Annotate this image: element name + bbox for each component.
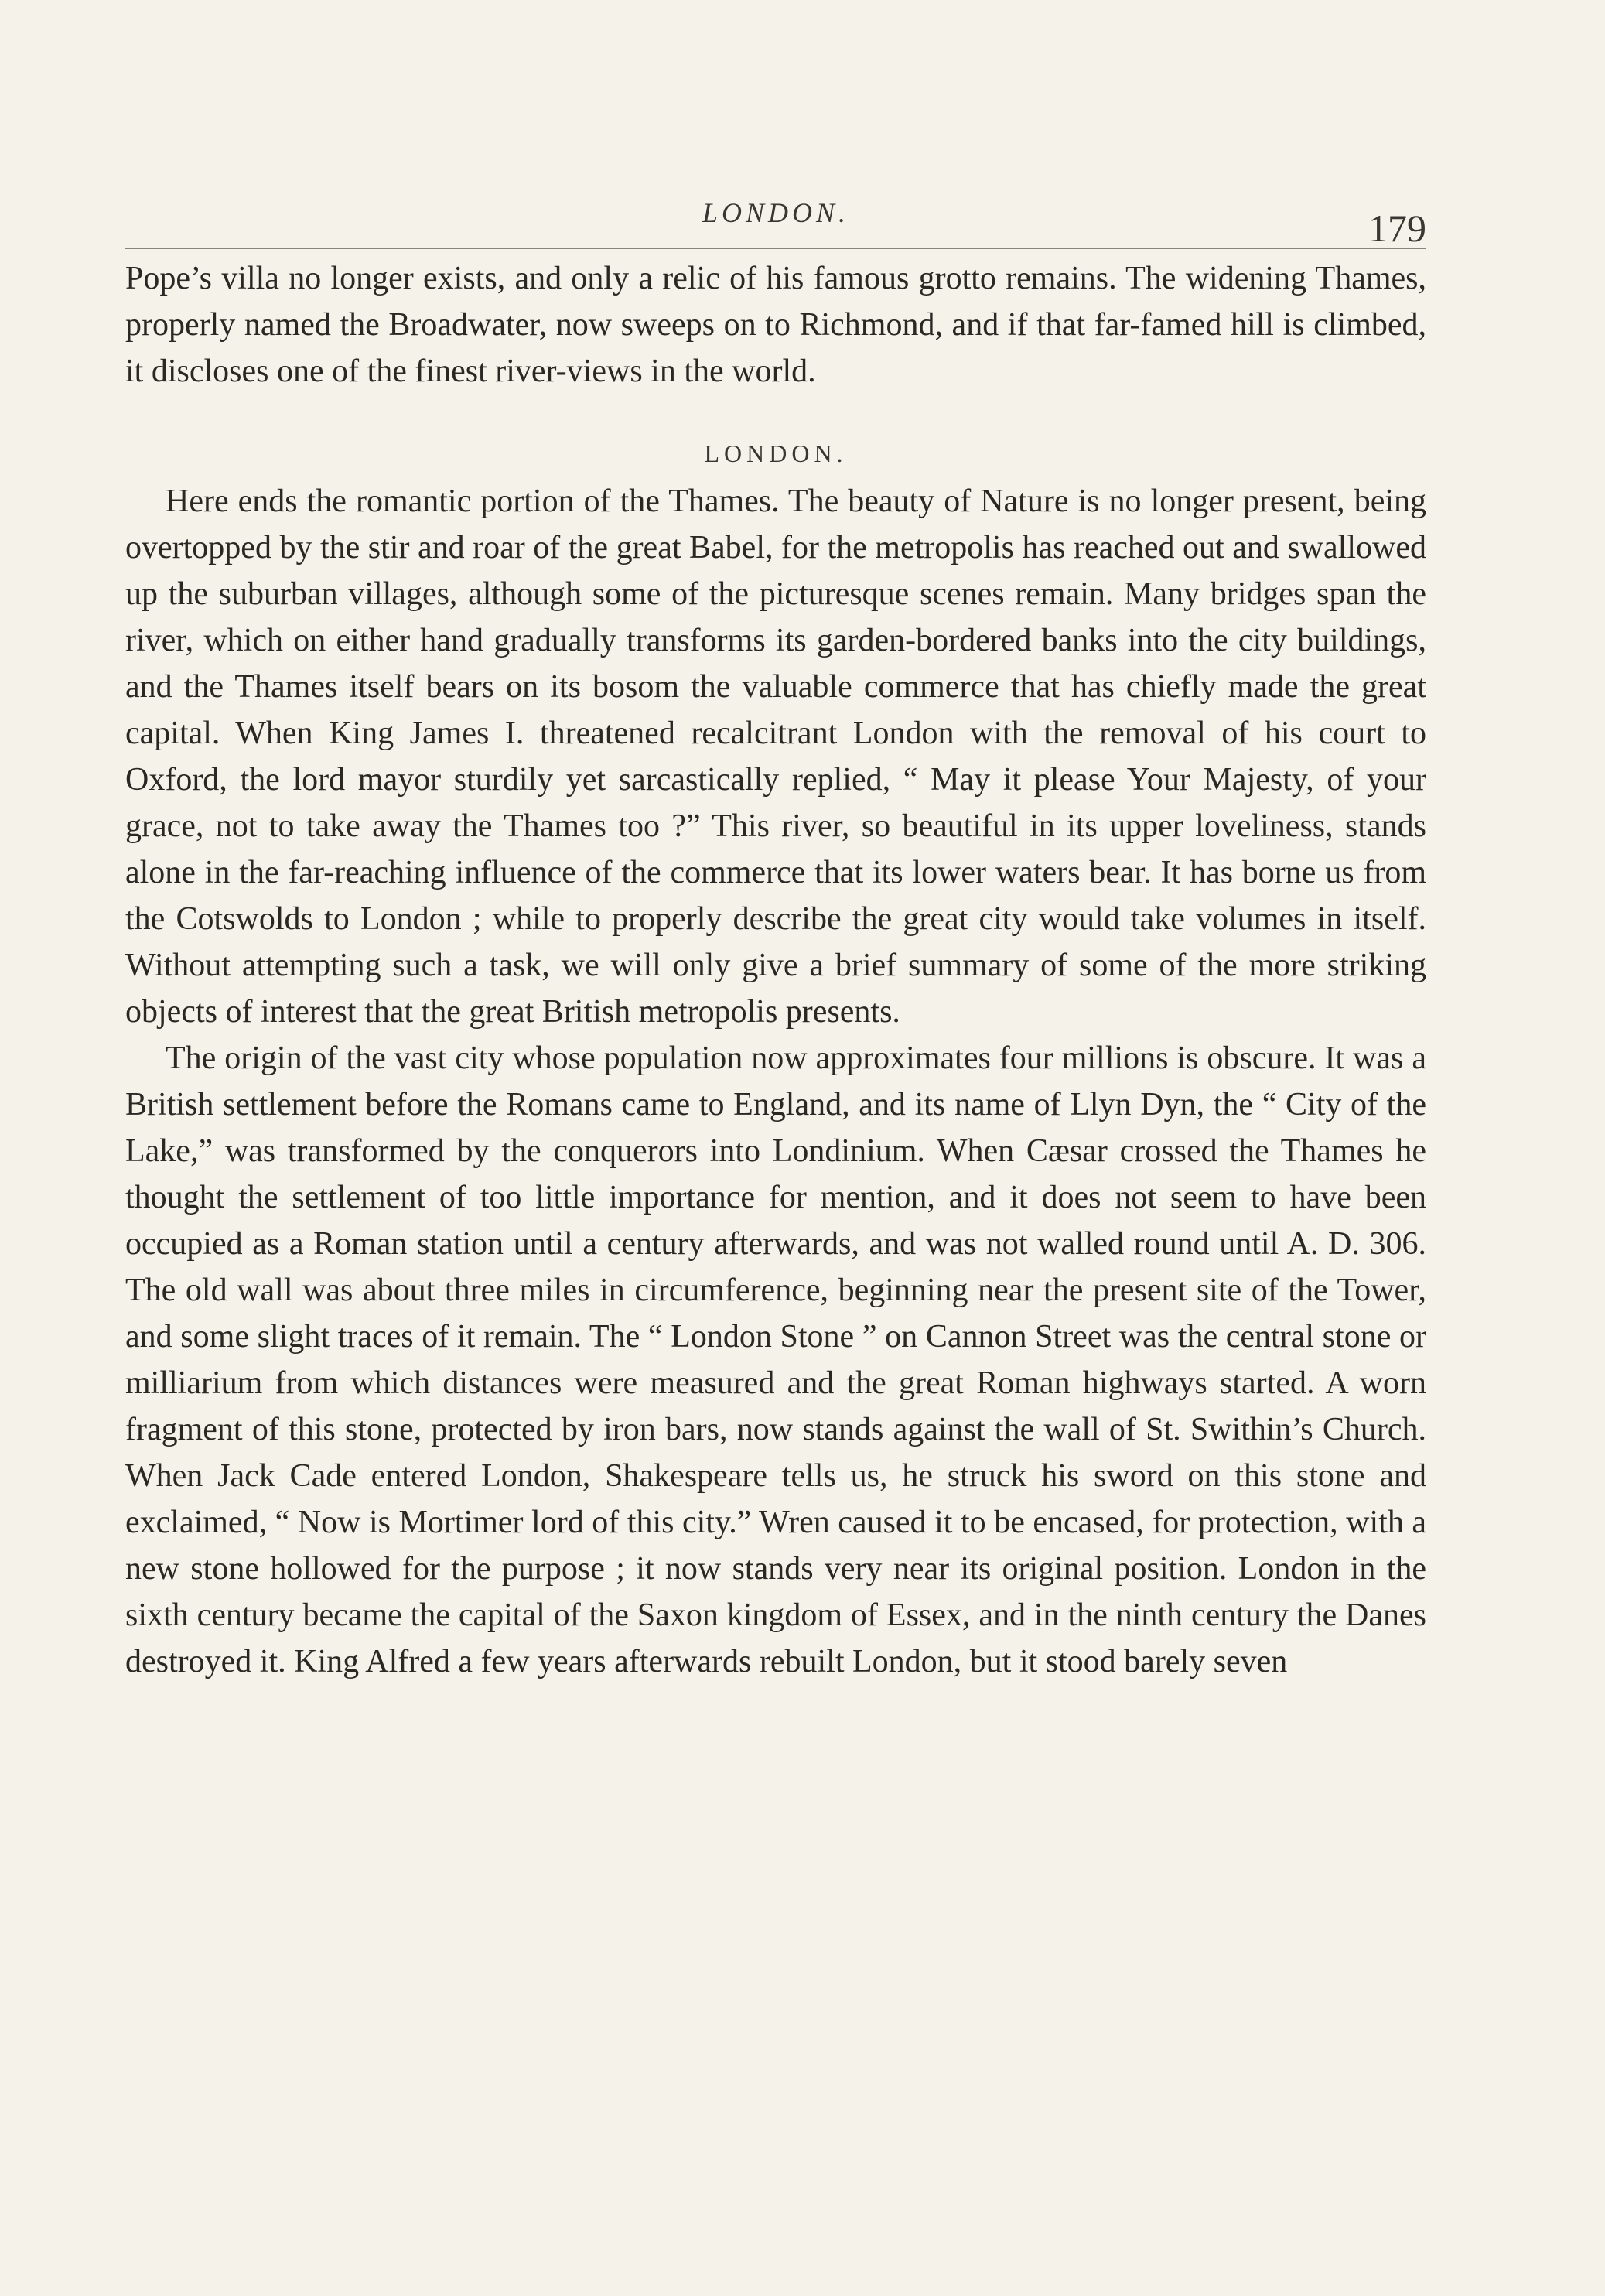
paragraph-pope-villa: Pope’s villa no longer exists, and only a relic of his famous grotto remains. The widening Thames, properly named the Broadwater, now sweeps on to Richmond, and if that far-famed hill is climbed, it discloses one of the finest river-views in the world. bbox=[125, 261, 1426, 389]
page-number: 179 bbox=[1368, 207, 1426, 250]
page-header bbox=[125, 190, 1426, 252]
header-rule bbox=[125, 248, 1426, 249]
paragraph-romantic-portion: Here ends the romantic portion of the Thames. The beauty of Nature is no longer present, being overtopped by the stir and roar of the great Babel, for the metropolis has reached out and swallowed up the suburban villages, although some of the picturesque scenes remain. Many bridges span the river, which on either hand gradually transforms its garden-bordered banks into the city buildings, and the Thames itself bears on its bosom the valuable commerce that has chiefly made the great capital. When King James I. threatened recalcitrant London with the removal of his court to Oxford, the lord mayor sturdily yet sarcastically replied, “ May it please Your Majesty, of your grace, not to take away the Thames too ?” This river, so beautiful in its upper loveliness, stands alone in the far-reaching influence of the commerce that its lower waters bear. It has borne us from the Cotswolds to London ; while to properly describe the great city would take volumes in itself. Without attempting such a task, we will only give a brief summary of some of the more striking objects of interest that the great British metropolis presents. bbox=[125, 483, 1426, 1030]
running-head: LONDON. bbox=[702, 197, 850, 228]
section-heading-london: LONDON. bbox=[704, 439, 848, 467]
body-text bbox=[125, 255, 1426, 1685]
paragraph-origin-of-city: The origin of the vast city whose population now approximates four millions is obscure. It was a British settlement before the Romans came to England, and its name of Llyn Dyn, the “ City of the Lake,” was transformed by the conquerors into Londinium. When Cæsar crossed the Thames he thought the settlement of too little importance for mention, and it does not seem to have been occupied as a Roman station until a century afterwards, and was not walled round until A. D. 306. The old wall was about three miles in circumference, beginning near the present site of the Tower, and some slight traces of it remain. The “ London Stone ” on Cannon Street was the central stone or milliarium from which distances were measured and the great Roman highways started. A worn fragment of this stone, protected by iron bars, now stands against the wall of St. Swithin’s Church. When Jack Cade entered London, Shakespeare tells us, he struck his sword on this stone and exclaimed, “ Now is Mortimer lord of this city.” Wren caused it to be encased, for protection, with a new stone hollowed for the purpose ; it now stands very near its original position. London in the sixth century became the capital of the Saxon kingdom of Essex, and in the ninth century the Danes destroyed it. King Alfred a few years afterwards rebuilt London, but it stood barely seven bbox=[125, 1040, 1426, 1679]
